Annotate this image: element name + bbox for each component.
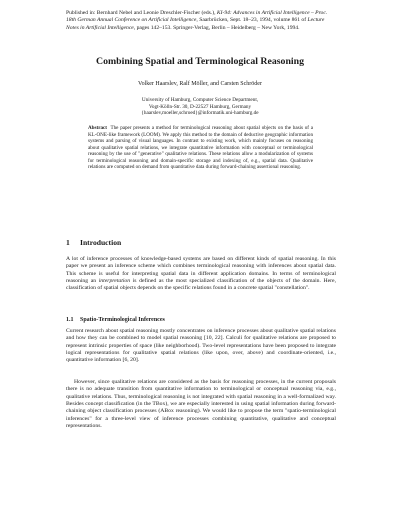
section-heading-introduction [66,238,336,247]
publication-prefix: Published in: Bernhard Nebel and Leonie Dreschler-Fischer (eds.), [66,10,217,16]
paper-title: Combining Spatial and Terminological Reasoning [96,56,304,67]
subsection-paragraph-2: However, since qualitative relations are considered as the basis for reasoning processes, in the current proposals there is no adequate transition from quantitative information to terminological or conceptual reasoning via, e.g., qualitative relations. Thus, terminological reasoning is not integrated with spatial reasoning in a well-formalized way. Besides concept classification (in the TBox), we are especially interested in using spatial information during forward-chaining object classification processes (ABox reasoning). We would like to propose the term "spatio-terminological inferences" for a three-level view of inference processes combining quantitative, qualitative and conceptual representations. [66,379,336,430]
proceedings-title: KI-94: Advances in Artificial Intelligence – Proc. 18th German Annual Conference on Artificial Intelligence [66,10,328,24]
affiliation-block [0,97,400,117]
emphasis-interpretation: interpretation [98,278,131,285]
section-title: Introduction [80,238,122,247]
introduction-text-b: is defined as the most specialized classification of the objects of the domain. Here, classification of spatial objects depends on the specific relations found in a concrete spatial "constellation". [66,278,336,292]
abstract [88,125,313,171]
publication-suffix: , pages 142–153. Springer-Verlag, Berlin – Heidelberg – New York, 1994. [133,24,300,31]
subsection-heading [66,316,336,324]
affiliation-line-1: University of Hamburg, Computer Science Department, [141,97,259,103]
introduction-paragraph [66,256,336,293]
publication-note [66,10,336,32]
abstract-text: The paper presents a method for terminological reasoning about spatial objects on the basis of a KL-ONE-like framework (LOOM). We apply this method to the domain of deductive geographic information systems and parsing of visual languages. In contrast to existing work, which mainly focuses on reasoning about qualitative spatial relations, we integrate quantitative information with conceptual or terminological reasoning by the use of "generative" qualitative relations. These relations allow a modularization of systems for terminological reasoning and domain-specific storage and indexing of, e.g., spatial data. Qualitative relations are computed on demand from quantitative data during forward-chaining assertional reasoning. [88,125,314,171]
section-number: 1 [66,238,70,247]
affiliation-email: {haarslev,moeller,schroed}@informatik.uni-hamburg.de [141,110,259,117]
introduction-text-a: A lot of inference processes of knowledge-based systems are based on different kinds of spatial reasoning. In this paper we present an inference scheme which combines terminological reasoning with inferences about spatial data. This scheme is useful for interpreting spatial data in different application domains. In terms of terminological reasoning an [66,256,336,285]
subsection-title: Spatio-Terminological Inferences [80,317,165,323]
affiliation-line-2: Vogt-Kölln-Str. 30, D-22527 Hamburg, Germany [148,103,252,110]
series-title: Lecture Notes in Artificial Intelligence [66,17,325,31]
publication-mid: , Saarbrücken, Sept. 18–23, 1994, volume 861 of [196,17,308,24]
subsection-number: 1.1 [66,317,74,323]
subsection-paragraph-1: Current research about spatial reasoning mostly concentrates on inference processes about qualitative spatial relations and how they can be combined to model spatial reasoning [10, 22]. Calculi for qualitative relations are proposed to represent intrinsic properties of space (like neighborhood). Two-level representations have been proposed to integrate logical representations for qualitative spatial relations (like upon, over, above) and coordinate-oriented, i.e., quantitative information [6, 20]. [66,328,336,364]
abstract-label: Abstract [88,125,107,131]
author-list: Volker Haarslev, Ralf Möller, and Carsten Schröder [138,81,262,87]
